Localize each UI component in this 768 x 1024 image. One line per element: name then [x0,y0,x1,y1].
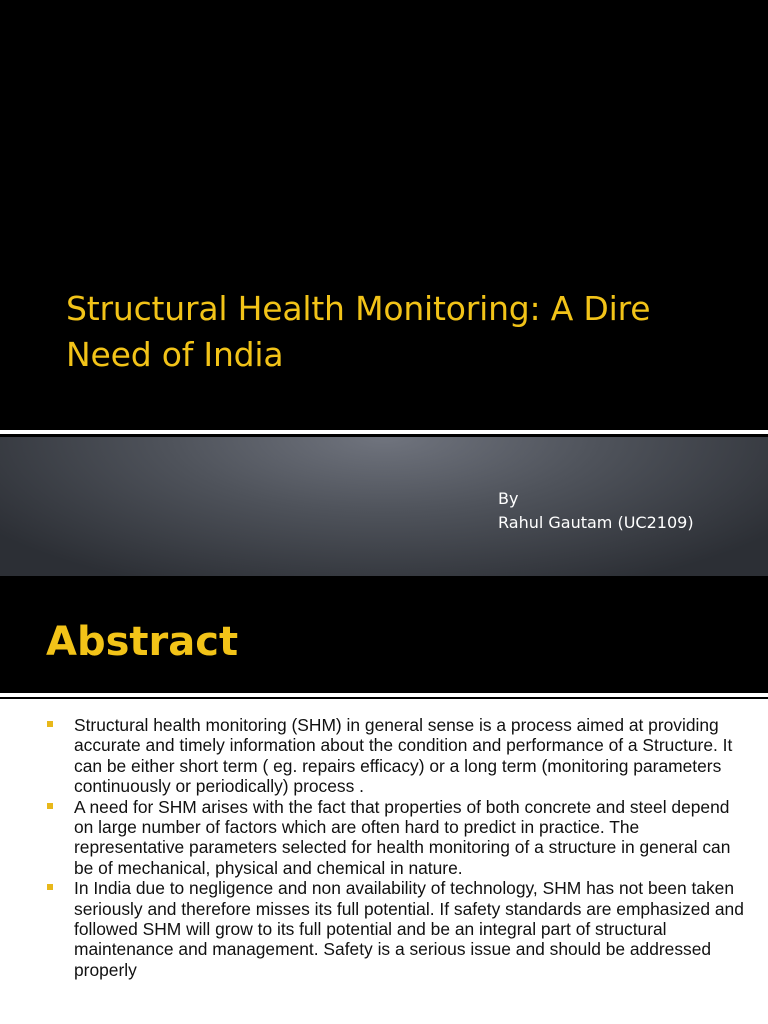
abstract-bullet-list [46,715,746,980]
byline [498,487,694,535]
bullet-item [46,878,746,980]
abstract-title: Abstract [46,619,239,665]
bullet-text: A need for SHM arises with the fact that properties of both concrete and steel depend on large number of factors which are often hard to predict in practice. The representative parameters selected for health monitoring of a structure in general can be of mechanical, physical and chemical in nature. [74,796,731,878]
byline-label: By [498,489,519,508]
square-bullet-icon [47,803,53,809]
abstract-divider [0,693,768,697]
square-bullet-icon [47,721,53,727]
abstract-body [0,699,768,1024]
bullet-text: Structural health monitoring (SHM) in general sense is a process aimed at providing accurate and timely information about the condition and performance of a Structure. It can be either short term ( eg. repairs efficacy) or a long term (monitoring parameters continuously or periodically) process . [74,715,733,797]
abstract-slide [0,576,768,1024]
bullet-item [46,715,746,797]
square-bullet-icon [47,884,53,890]
presentation-title: Structural Health Monitoring: A Dire Need of India [66,289,651,374]
bullet-text: In India due to negligence and non availability of technology, SHM has not been taken seriously and therefore misses its full potential. If safety standards are emphasized and followed SHM will grow to its full potential and be an integral part of structural maintenance and management. Safety is a serious issue and should be addressed properly [74,878,744,980]
abstract-header [0,576,768,691]
title-divider [0,430,768,434]
bullet-item [46,797,746,879]
author-name: Rahul Gautam (UC2109) [498,513,694,532]
